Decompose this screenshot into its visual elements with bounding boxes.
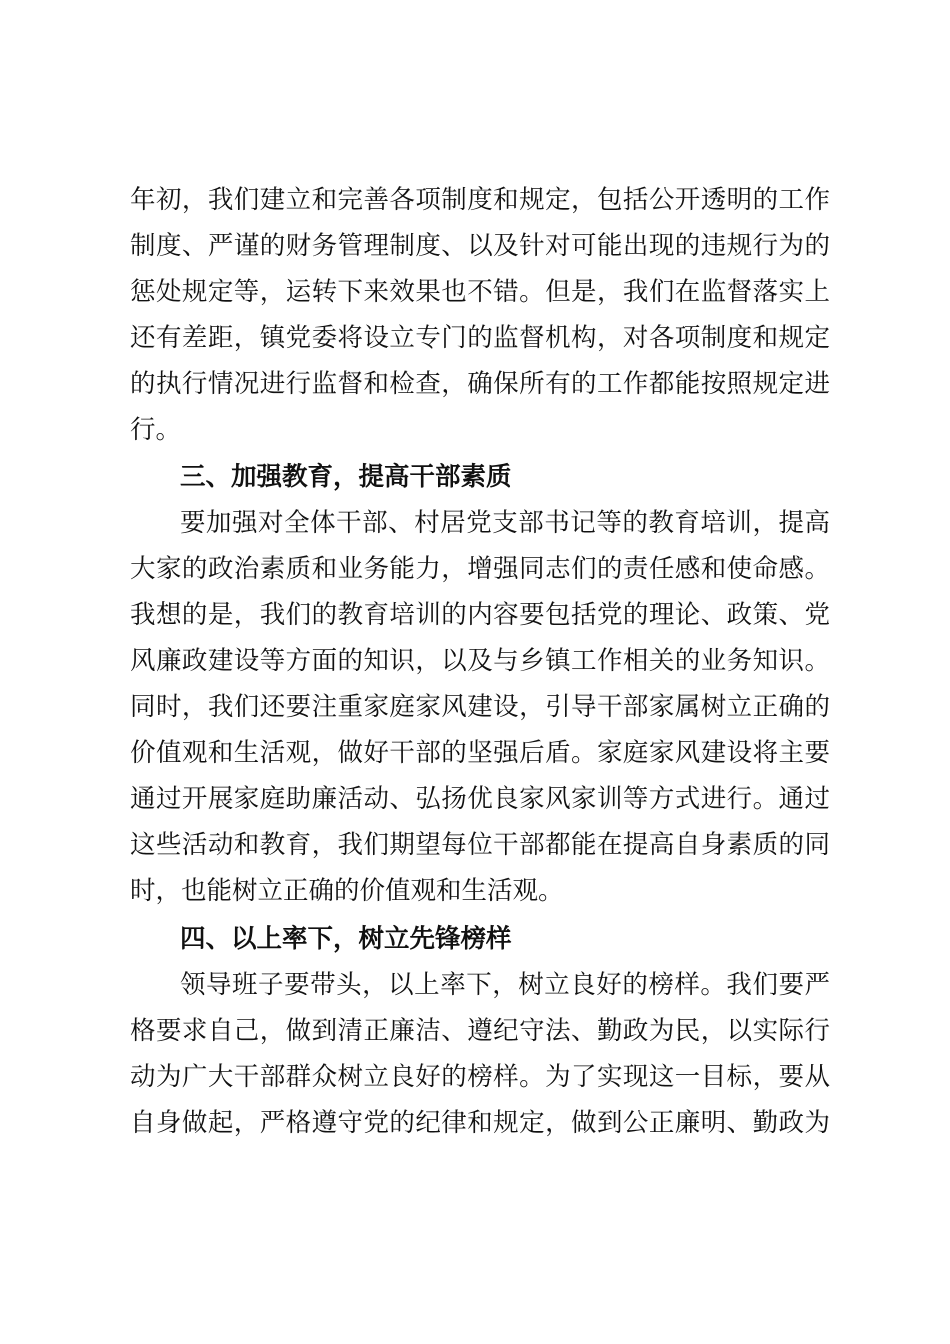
paragraph-line: 年初，我们建立和完善各项制度和规定，包括公开透明的工作 <box>130 185 830 215</box>
paragraph-line: 时，也能树立正确的价值观和生活观。 <box>130 876 564 906</box>
paragraph-line: 制度、严谨的财务管理制度、以及针对可能出现的违规行为的 <box>130 231 830 261</box>
paragraph-line: 的执行情况进行监督和检查，确保所有的工作都能按照规定进 <box>130 369 830 399</box>
paragraph-line: 自身做起，严格遵守党的纪律和规定，做到公正廉明、勤政为 <box>130 1108 830 1138</box>
paragraph-line: 价值观和生活观，做好干部的坚强后盾。家庭家风建设将主要 <box>130 738 830 768</box>
paragraph-line: 领导班子要带头，以上率下，树立良好的榜样。我们要严 <box>180 970 830 1000</box>
paragraph-line: 同时，我们还要注重家庭家风建设，引导干部家属树立正确的 <box>130 692 830 722</box>
paragraph-line: 惩处规定等，运转下来效果也不错。但是，我们在监督落实上 <box>130 277 830 307</box>
paragraph-line: 大家的政治素质和业务能力，增强同志们的责任感和使命感。 <box>130 554 830 584</box>
section-heading: 四、以上率下，树立先锋榜样 <box>180 924 512 954</box>
paragraph-line: 我想的是，我们的教育培训的内容要包括党的理论、政策、党 <box>130 600 830 630</box>
paragraph-line: 格要求自己，做到清正廉洁、遵纪守法、勤政为民，以实际行 <box>130 1016 830 1046</box>
paragraph-line: 通过开展家庭助廉活动、弘扬优良家风家训等方式进行。通过 <box>130 784 830 814</box>
paragraph-line: 这些活动和教育，我们期望每位干部都能在提高自身素质的同 <box>130 830 830 860</box>
paragraph-line: 还有差距，镇党委将设立专门的监督机构，对各项制度和规定 <box>130 323 830 353</box>
paragraph-line: 动为广大干部群众树立良好的榜样。为了实现这一目标，要从 <box>130 1062 830 1092</box>
paragraph-line: 风廉政建设等方面的知识，以及与乡镇工作相关的业务知识。 <box>130 646 830 676</box>
section-heading: 三、加强教育，提高干部素质 <box>180 462 512 492</box>
paragraph-line: 要加强对全体干部、村居党支部书记等的教育培训，提高 <box>180 508 830 538</box>
paragraph-line: 行。 <box>130 415 182 445</box>
